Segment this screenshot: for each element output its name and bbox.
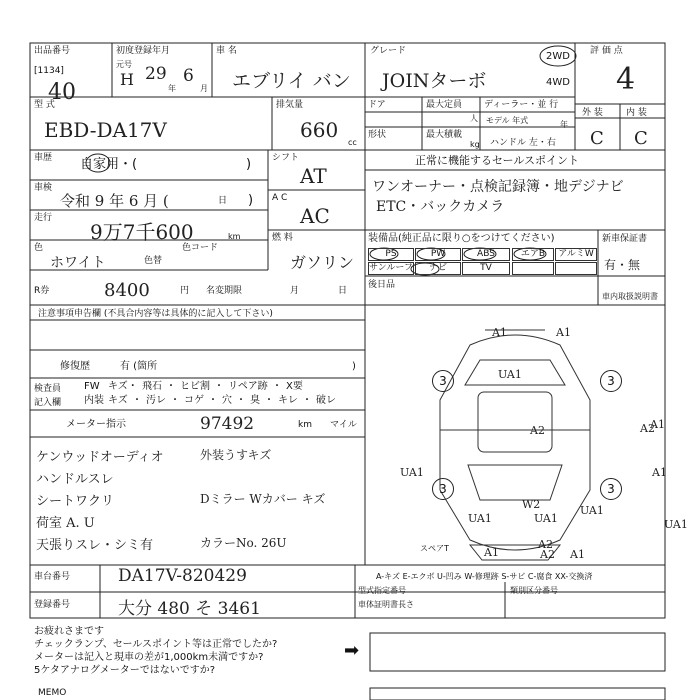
color-value: ホワイト: [50, 255, 106, 271]
ac-value: AC: [300, 204, 330, 228]
doors-label: ドア: [368, 100, 386, 110]
era-label: 元号: [116, 60, 132, 69]
inspector-check: 破レ: [316, 395, 336, 406]
month-unit: 月: [200, 84, 208, 93]
recycle-unit: 円: [180, 286, 190, 296]
first-reg-month: 6: [183, 66, 194, 86]
inspection-day: 日: [218, 196, 228, 206]
damage-mark: 3: [432, 478, 454, 500]
damage-mark: UA1: [400, 466, 424, 479]
year-unit: 年: [168, 84, 176, 93]
model-value: EBD-DA17V: [44, 118, 167, 142]
spec-label-2: 類別区分番号: [510, 586, 558, 595]
fuel-label: 燃 料: [272, 233, 293, 243]
model-year-label: モデル 年式: [486, 116, 529, 125]
warranty-label: 新車保証書: [602, 234, 648, 244]
comment-right: 外装うすキズ: [200, 448, 272, 462]
lot-label: 出品番号: [34, 46, 71, 56]
damage-mark: A2: [640, 422, 655, 435]
repair-label: 修復歴: [60, 361, 90, 372]
score-label: 評 価 点: [590, 46, 623, 56]
inspector-check: ・: [170, 395, 180, 406]
drive-2wd: 2WD: [546, 51, 570, 62]
footer-line-3: メーターは記入と現車の差が1,000km未満ですか?: [34, 652, 264, 663]
inspection-value: 令和 9 年 6 月 (: [60, 192, 169, 210]
meter-value: 97492: [200, 414, 255, 434]
mileage-unit: km: [228, 232, 241, 241]
steering-label: ハンドル 左・右: [490, 138, 556, 148]
damage-mark: UA1: [534, 512, 558, 525]
inspection-label: 車検: [34, 183, 53, 193]
comment-left: ケンウッドオーディオ: [36, 450, 164, 465]
mileage-value: 9万7千600: [90, 220, 194, 244]
spec-label-1: 型式指定番号: [358, 586, 406, 595]
ac-label: A C: [272, 193, 288, 203]
grade-value: JOINターボ: [382, 70, 487, 92]
damage-mark: A2: [540, 548, 555, 561]
inspector-check: ・: [302, 395, 312, 406]
inspector-check: リペア跡: [228, 381, 268, 392]
equipment-item: PS: [368, 248, 414, 261]
model-label: 型 式: [34, 100, 55, 110]
recycle-value: 8400: [104, 280, 150, 301]
memo-label: MEMO: [38, 688, 67, 698]
damage-mark: A2: [530, 424, 545, 437]
manual-label: 車内取扱説明書: [602, 292, 658, 301]
footer-line-2: チェックランプ、セールスポイント等は正常でしたか?: [34, 639, 278, 650]
warranty-value: 有・無: [604, 258, 641, 272]
inspector-check: ・: [214, 381, 224, 392]
equipment-item: PW: [415, 248, 461, 261]
first-reg-year: 29: [145, 64, 167, 84]
equipment-title: 装備品(純正品に限り○をつけてください): [368, 233, 555, 244]
mileage-label: 走行: [34, 213, 53, 223]
int-label: 内 装: [626, 108, 647, 118]
footer-line-4: 5ケタアナログメーターではないですか?: [34, 665, 216, 676]
inspector-check: 汚レ: [146, 395, 166, 406]
damage-mark: 3: [600, 478, 622, 500]
ext-label: 外 装: [582, 108, 603, 118]
chassis-label: 車台番号: [34, 572, 71, 582]
damage-mark: UA1: [498, 368, 522, 381]
inspector-check: ・: [166, 381, 176, 392]
repair-close: ): [352, 361, 356, 372]
inspection-close: ): [248, 193, 254, 208]
plate-value: 大分 480 そ 3461: [118, 599, 261, 619]
damage-mark: W2: [522, 498, 541, 511]
damage-mark: A1: [556, 326, 571, 339]
displacement-unit: cc: [348, 138, 357, 147]
damage-mark: A1: [570, 548, 585, 561]
name-change-month: 月: [290, 286, 300, 296]
comment-left: 荷室 A. U: [36, 516, 95, 531]
footer-line-1: お疲れさまです: [34, 626, 104, 637]
sales-point-1: ワンオーナー・点検記録簿・地デジナビ: [372, 179, 624, 195]
damage-mark: A1: [650, 418, 665, 431]
comment-left: シートワクリ: [36, 494, 115, 509]
equipment-item: [512, 262, 554, 275]
comment-right: Dミラー Wカバー キズ: [200, 492, 326, 506]
inspector-check: ヒビ割: [180, 381, 210, 392]
equipment-item: [555, 262, 597, 275]
rear-seat-label: 後日品: [368, 280, 396, 290]
damage-mark: A1: [484, 546, 499, 559]
shift-label: シフト: [272, 153, 300, 163]
inspector-check: ・: [264, 395, 274, 406]
payload-label: 最大積載: [426, 130, 463, 140]
int-score: C: [634, 128, 648, 149]
fuel-value: ガソリン: [290, 253, 355, 272]
inspector-check: ・: [132, 395, 142, 406]
damage-mark: UA1: [580, 504, 604, 517]
chassis-value: DA17V-820429: [118, 566, 247, 586]
comment-left: 天張りスレ・シミ有: [36, 538, 154, 553]
inspector-check: キズ: [108, 395, 128, 406]
payload-unit: kg: [470, 140, 480, 149]
arrow-icon: ➡: [344, 640, 360, 661]
car-name-label: 車 名: [216, 46, 237, 56]
displacement-label: 排気量: [276, 100, 304, 110]
equipment-item: ABS: [462, 248, 510, 261]
lot-code: [1134]: [34, 66, 64, 76]
shift-value: AT: [300, 164, 327, 188]
name-change-day: 日: [338, 286, 348, 296]
meter-km: km: [298, 420, 312, 430]
damage-legend: A-キズ E-エクボ U-凹み W-修理跡 S-サビ C-腐食 XX-交換済: [376, 572, 593, 581]
inspector-check: FW: [84, 381, 100, 392]
capacity-label: 最大定員: [426, 100, 463, 110]
inspector-label-1: 検査員: [34, 384, 62, 394]
score-value: 4: [616, 62, 636, 97]
damage-mark: UA1: [468, 512, 492, 525]
displacement-value: 660: [300, 118, 339, 142]
name-change-label: 名変期限: [206, 286, 243, 296]
drive-4wd: 4WD: [546, 77, 570, 88]
meter-mile: マイル: [330, 420, 357, 430]
inspector-check: 穴: [222, 395, 232, 406]
inspector-check: 臭: [250, 395, 260, 406]
era-value: H: [120, 70, 134, 89]
equipment-item: ナビ: [415, 262, 461, 275]
spec-label-3: 車体証明書長さ: [358, 600, 414, 609]
spare-tire-label: スペアT: [420, 544, 449, 553]
color-code-label: 色コード: [182, 243, 219, 253]
ext-score: C: [590, 128, 604, 149]
inspector-check: キズ・: [108, 381, 138, 392]
inspector-check: コゲ: [184, 395, 204, 406]
inspector-check: ・: [236, 395, 246, 406]
usage-label: 車歴: [34, 153, 53, 163]
equipment-item: アルミW: [555, 248, 597, 261]
car-name-value: エブリイ バン: [232, 70, 351, 92]
damage-mark: A1: [492, 326, 507, 339]
inspector-check: キレ: [278, 395, 298, 406]
equipment-item: エアB: [512, 248, 554, 261]
inspector-check: X要: [286, 381, 303, 392]
sales-points-title: 正常に機能するセールスポイント: [415, 154, 580, 167]
color-label: 色: [34, 243, 44, 253]
damage-mark: 3: [432, 370, 454, 392]
inspector-check: ・: [208, 395, 218, 406]
capacity-unit: 人: [470, 114, 478, 123]
dealer-label: ディーラー・並 行: [484, 100, 559, 110]
inspector-label-2: 記入欄: [34, 398, 62, 408]
repair-value: 有 (箇所: [120, 361, 158, 372]
comment-right: カラーNo. 26U: [200, 536, 287, 550]
recycle-label: R券: [34, 286, 50, 296]
sales-point-2: ETC・バックカメラ: [376, 199, 505, 215]
shape-label: 形状: [368, 130, 387, 140]
usage-close: ): [246, 157, 252, 172]
lot-number: 40: [48, 80, 76, 105]
grade-label: グレード: [370, 46, 407, 56]
damage-mark: A1: [652, 466, 667, 479]
meter-label: メーター指示: [66, 419, 126, 430]
equipment-item: サンルーフ: [369, 263, 413, 273]
equipment-item: TV: [462, 262, 510, 275]
inspector-check: 飛石: [142, 381, 162, 392]
model-year-unit: 年: [560, 120, 568, 129]
damage-mark: 3: [600, 370, 622, 392]
usage-value: 自家用・(: [80, 157, 138, 172]
repaint-label: 色替: [144, 256, 163, 266]
comment-left: ハンドルスレ: [36, 472, 114, 487]
inspector-check: 内装: [84, 395, 104, 406]
inspector-check: ・: [272, 381, 282, 392]
damage-mark: A2: [538, 538, 553, 551]
first-reg-label: 初度登録年月: [116, 46, 171, 56]
notes-header: 注意事項申告欄 (不具合内容等は具体的に記入して下さい): [38, 309, 273, 319]
damage-mark: UA1: [664, 518, 688, 531]
plate-label: 登録番号: [34, 600, 71, 610]
